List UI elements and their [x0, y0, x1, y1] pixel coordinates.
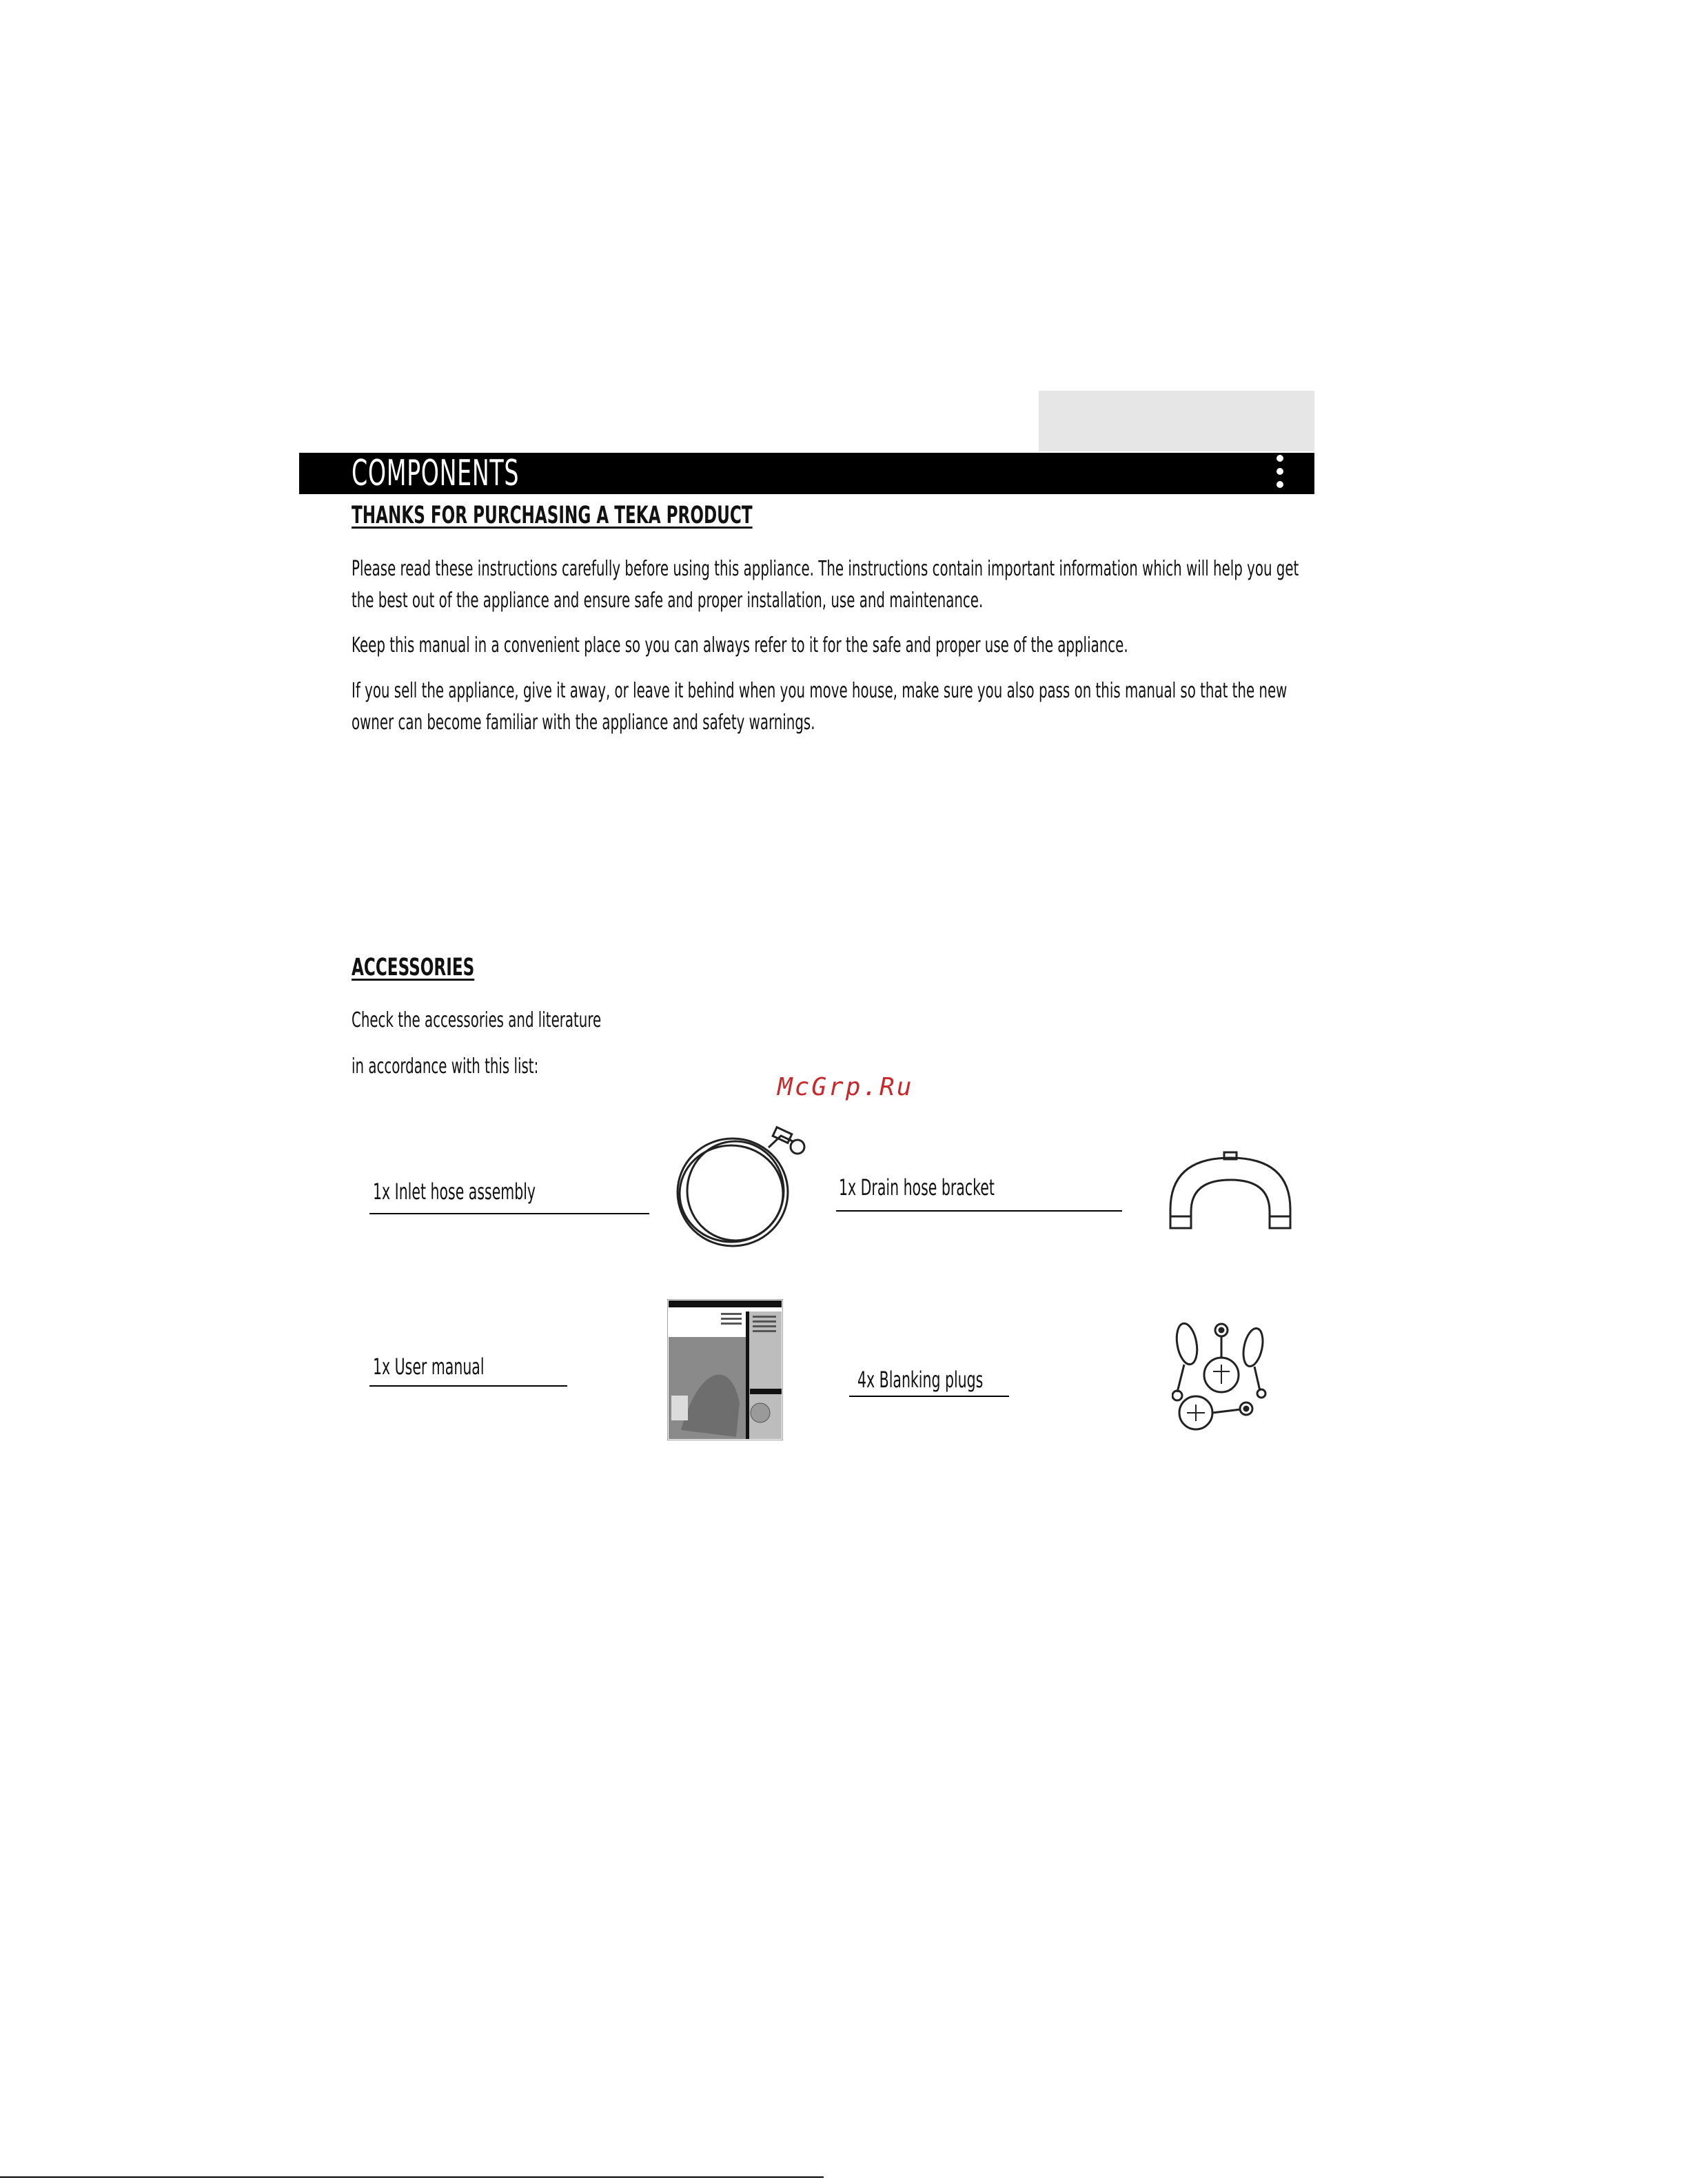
accessory-rule	[849, 1396, 1009, 1397]
accessories-instruction-1: Check the accessories and literature	[352, 1008, 602, 1032]
accessory-label-blanking-plugs: 4x Blanking plugs	[857, 1367, 984, 1393]
accessories-instruction-2: in accordance with this list:	[352, 1054, 539, 1079]
header-grey-tab	[1039, 391, 1314, 451]
accessory-label-inlet-hose: 1x Inlet hose assembly	[373, 1178, 536, 1205]
menu-dots-icon	[1277, 455, 1285, 493]
user-manual-icon	[667, 1299, 783, 1440]
watermark: McGrp.Ru	[777, 1073, 914, 1101]
inlet-hose-icon	[672, 1116, 810, 1254]
accessory-label-drain-bracket: 1x Drain hose bracket	[839, 1174, 995, 1201]
intro-paragraph-1: Please read these instructions carefully before using this appliance. The instructions contain important information which will help you get the best out of the appliance and ensure safe and proper installation, use and maintenance.	[352, 557, 1299, 613]
page-title: COMPONENTS	[352, 453, 520, 494]
intro-heading: THANKS FOR PURCHASING A TEKA PRODUCT	[352, 502, 753, 529]
accessory-rule	[369, 1213, 649, 1214]
blanking-plugs-icon	[1172, 1316, 1275, 1440]
accessory-label-user-manual: 1x User manual	[373, 1354, 485, 1380]
accessories-heading: ACCESSORIES	[352, 954, 475, 981]
intro-paragraph-2: Keep this manual in a convenient place so you can always refer to it for the safe and proper use of the appliance.	[352, 633, 1128, 657]
footer-rule	[0, 2176, 824, 2178]
drain-hose-bracket-icon	[1165, 1151, 1296, 1247]
accessory-rule	[369, 1385, 567, 1387]
intro-paragraph-3: If you sell the appliance, give it away, or leave it behind when you move house, make sure you also pass on this manual so that the new owner can become familiar with the appliance and safety warnings.	[352, 679, 1288, 735]
accessory-rule	[836, 1210, 1122, 1212]
